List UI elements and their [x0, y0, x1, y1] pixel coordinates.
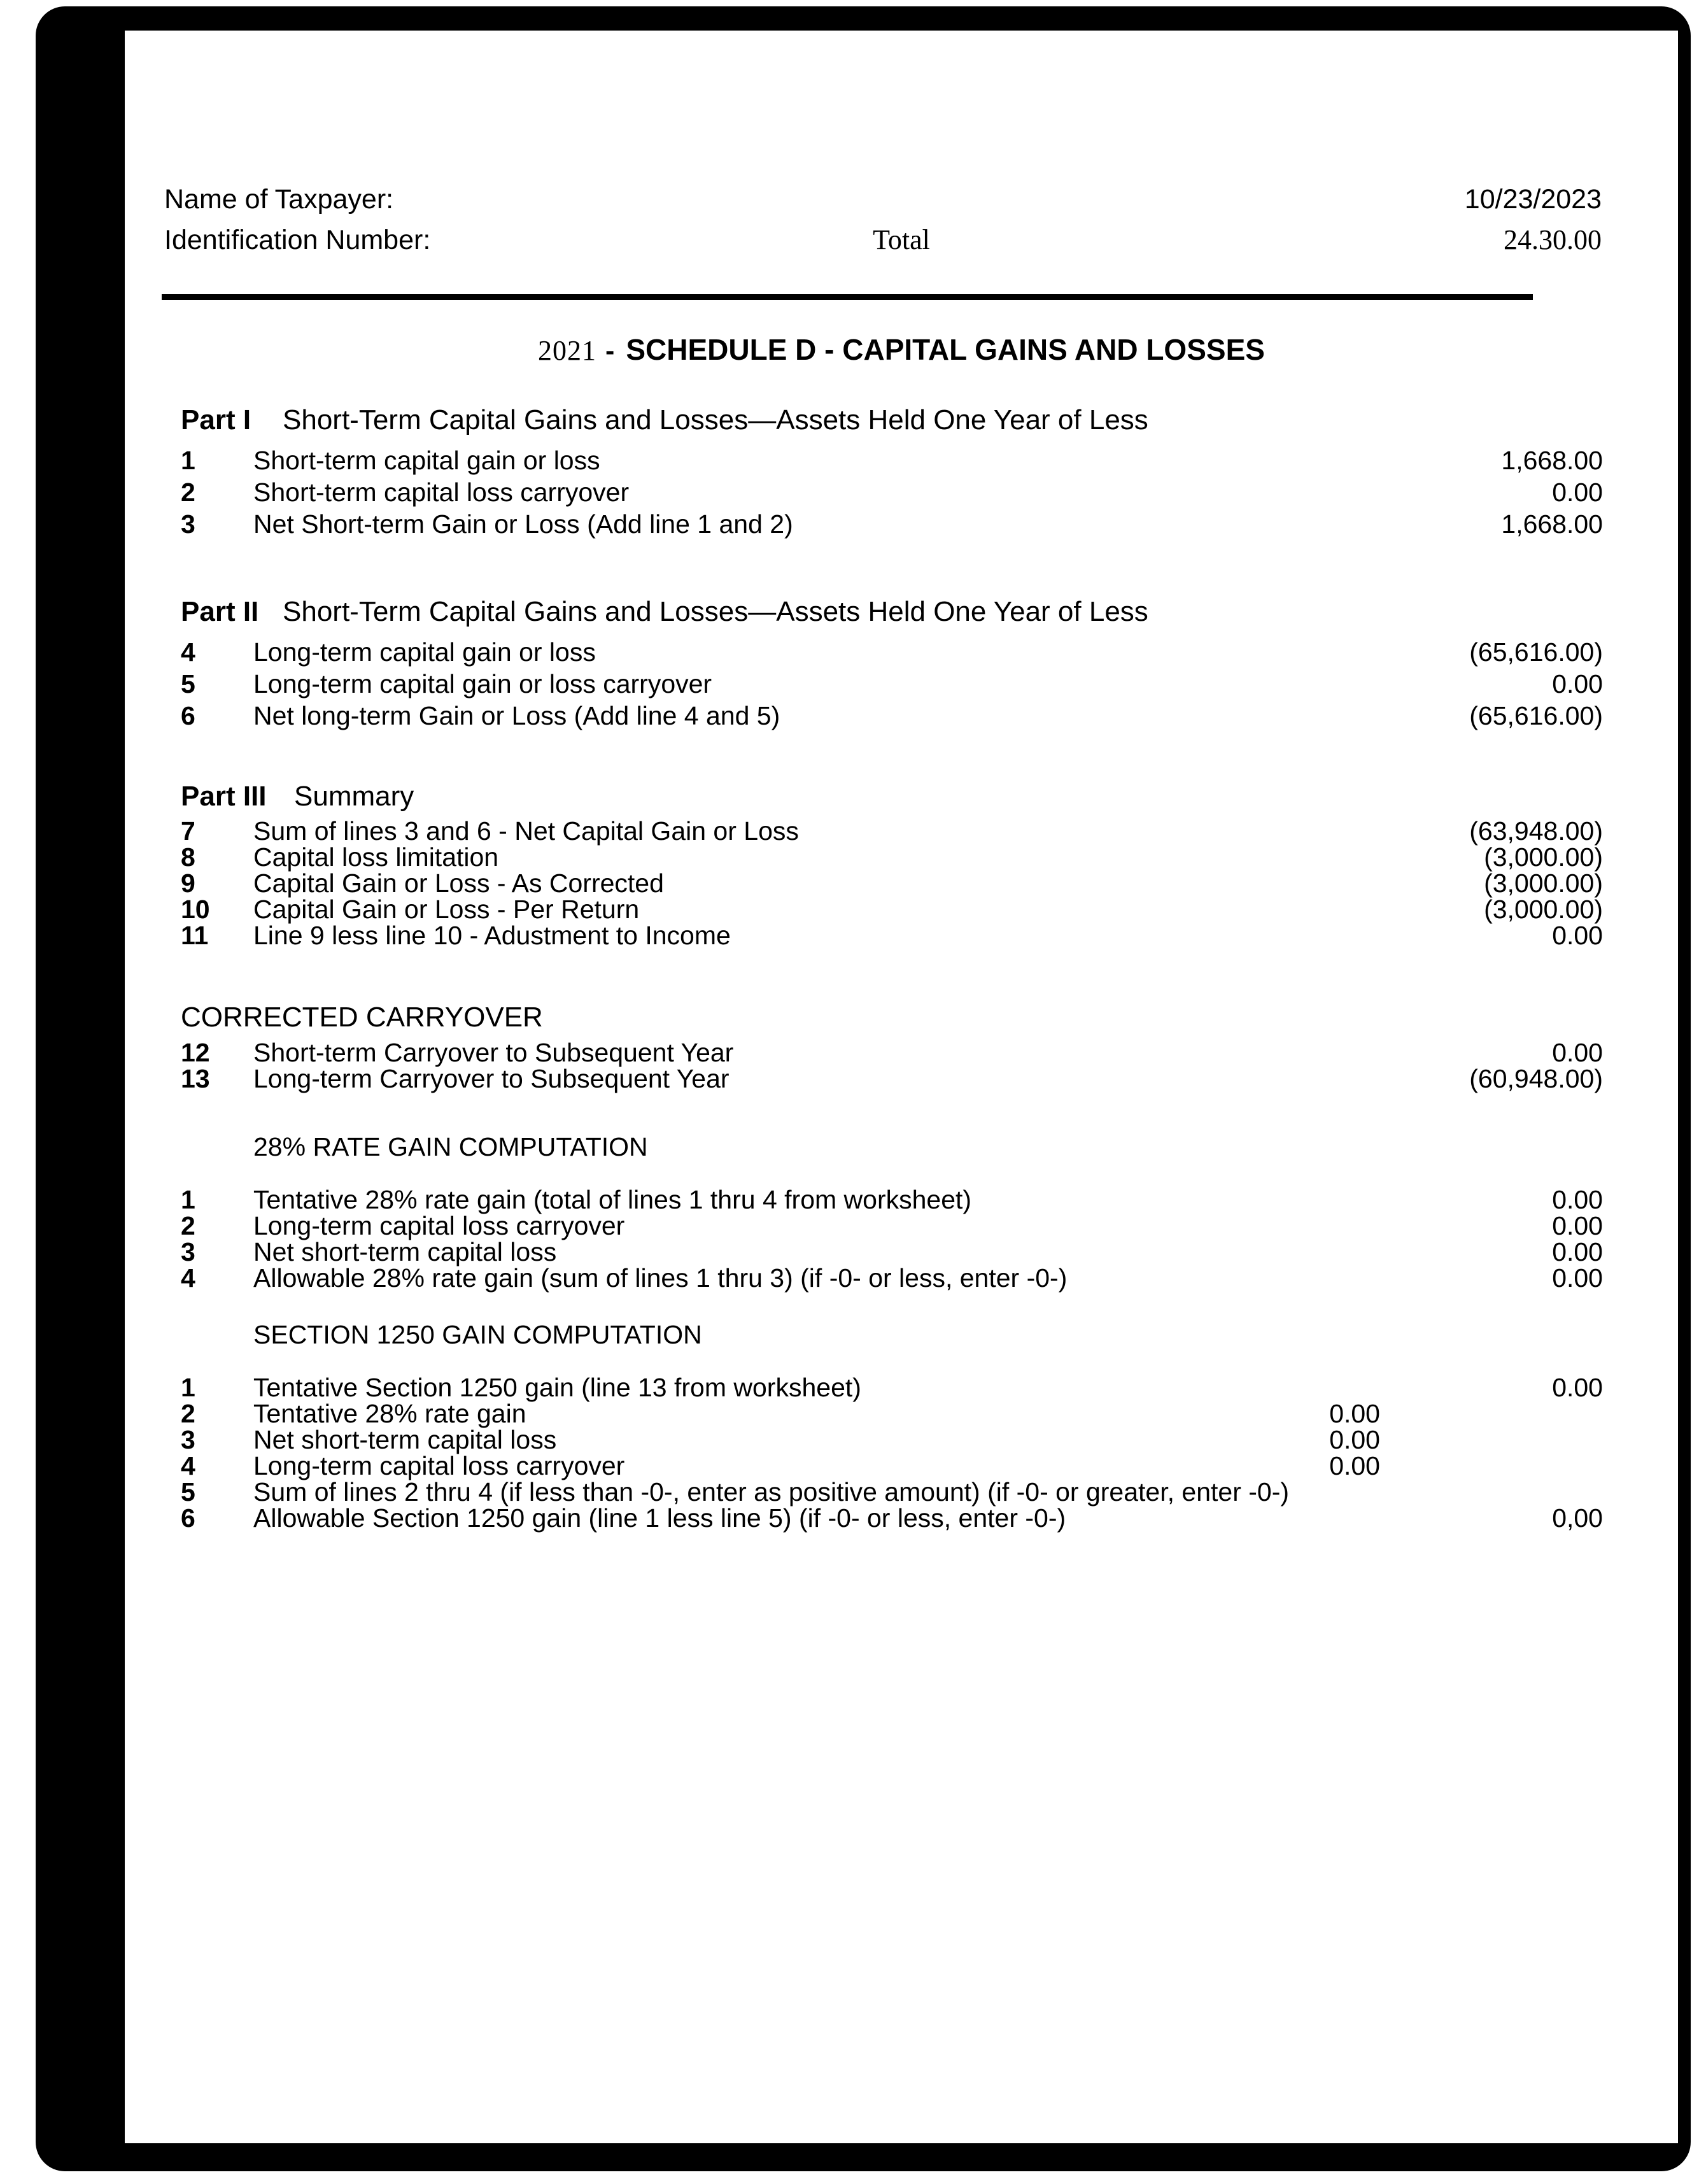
line-description: Net short-term capital loss	[253, 1237, 557, 1266]
line-amount: 0.00	[1552, 1373, 1603, 1402]
document-page	[125, 31, 1678, 2143]
line-description: Allowable Section 1250 gain (line 1 less line 5) (if -0- or less, enter -0-)	[253, 1503, 1066, 1533]
line-number: 9	[181, 869, 195, 898]
line-amount: (3,000.00)	[1484, 895, 1603, 924]
line-description: Tentative 28% rate gain	[253, 1399, 526, 1428]
title-text: SCHEDULE D - CAPITAL GAINS AND LOSSES	[626, 333, 1265, 366]
line-amount: (3,000.00)	[1484, 869, 1603, 898]
part-label-1: Part I	[181, 404, 251, 436]
line-amount: 0.00	[1552, 1211, 1603, 1240]
line-amount: 0.00	[1552, 478, 1603, 507]
line-description: Capital loss limitation	[253, 842, 499, 872]
line-amount: 1,668.00	[1501, 446, 1603, 475]
line-description: Net Short-term Gain or Loss (Add line 1 and 2)	[253, 509, 793, 539]
line-description: Long-term capital gain or loss carryover	[253, 669, 712, 698]
line-amount: 0.00	[1329, 1399, 1380, 1428]
line-number: 5	[181, 1477, 195, 1507]
line-description: Long-term capital loss carryover	[253, 1211, 625, 1240]
line-number: 1	[181, 446, 195, 475]
line-amount: (3,000.00)	[1484, 842, 1603, 872]
line-description: Long-term capital loss carryover	[253, 1451, 625, 1480]
line-amount: (60,948.00)	[1469, 1064, 1603, 1093]
taxpayer-name-label: Name of Taxpayer:	[164, 184, 394, 215]
software-version: 24.30.00	[1504, 224, 1602, 255]
page-frame	[36, 6, 1691, 2171]
part-label-2: Part II	[181, 596, 259, 627]
line-description: Capital Gain or Loss - As Corrected	[253, 869, 664, 898]
line-number: 3	[181, 1237, 195, 1266]
part-label-3: Part III	[181, 781, 267, 812]
line-number: 2	[181, 478, 195, 507]
line-number: 4	[181, 1451, 195, 1480]
line-amount: 0.00	[1552, 1237, 1603, 1266]
part-heading-2	[181, 596, 1148, 628]
line-amount: 0.00	[1552, 1185, 1603, 1214]
part-heading-1	[181, 404, 1148, 436]
line-description: Short-term capital loss carryover	[253, 478, 630, 507]
line-number: 1	[181, 1185, 195, 1214]
line-amount: 0.00	[1329, 1425, 1380, 1454]
line-description: Long-term Carryover to Subsequent Year	[253, 1064, 730, 1093]
line-description: Tentative 28% rate gain (total of lines 1 thru 4 from worksheet)	[253, 1185, 972, 1214]
line-amount: (65,616.00)	[1469, 637, 1603, 667]
line-number: 4	[181, 637, 195, 667]
line-description: Short-term capital gain or loss	[253, 446, 600, 475]
line-description: Tentative Section 1250 gain (line 13 from worksheet)	[253, 1373, 861, 1402]
line-number: 1	[181, 1373, 195, 1402]
document-body	[125, 31, 1678, 2143]
line-amount: 0.00	[1329, 1451, 1380, 1480]
line-number: 6	[181, 1503, 195, 1533]
part-title-2: Short-Term Capital Gains and Losses—Assets Held One Year of Less	[283, 596, 1148, 627]
page-title	[125, 332, 1678, 367]
header-row-identification	[125, 222, 1678, 259]
line-number: 11	[181, 921, 209, 950]
line-amount: (63,948.00)	[1469, 816, 1603, 846]
header-row-name	[125, 181, 1678, 218]
title-dash: -	[605, 336, 615, 366]
tax-year: 2021	[538, 335, 597, 366]
part-title-1: Short-Term Capital Gains and Losses—Assets Held One Year of Less	[283, 404, 1148, 436]
line-amount: 0.00	[1552, 921, 1603, 950]
line-description: Sum of lines 3 and 6 - Net Capital Gain or Loss	[253, 816, 799, 846]
part-heading-3	[181, 781, 414, 812]
line-number: 12	[181, 1038, 210, 1067]
line-description: Line 9 less line 10 - Adustment to Income	[253, 921, 731, 950]
section-1250-heading: SECTION 1250 GAIN COMPUTATION	[253, 1320, 702, 1349]
corrected-carryover-heading: CORRECTED CARRYOVER	[181, 1002, 543, 1033]
part-title-3: Summary	[294, 781, 414, 812]
line-number: 8	[181, 842, 195, 872]
line-description: Short-term Carryover to Subsequent Year	[253, 1038, 734, 1067]
line-amount: 0,00	[1552, 1503, 1603, 1533]
rate-gain-28-heading: 28% RATE GAIN COMPUTATION	[253, 1132, 648, 1161]
line-number: 10	[181, 895, 210, 924]
line-number: 13	[181, 1064, 210, 1093]
line-description: Capital Gain or Loss - Per Return	[253, 895, 640, 924]
line-amount: (65,616.00)	[1469, 701, 1603, 730]
identification-number-label: Identification Number:	[164, 225, 431, 255]
line-description: Allowable 28% rate gain (sum of lines 1 thru 3) (if -0- or less, enter -0-)	[253, 1263, 1068, 1293]
line-number: 2	[181, 1211, 195, 1240]
line-number: 7	[181, 816, 195, 846]
header-center-label: Total	[873, 224, 930, 255]
line-number: 5	[181, 669, 195, 698]
line-description: Net long-term Gain or Loss (Add line 4 and 5)	[253, 701, 780, 730]
line-number: 3	[181, 1425, 195, 1454]
line-description: Net short-term capital loss	[253, 1425, 557, 1454]
line-amount: 1,668.00	[1501, 509, 1603, 539]
line-amount: 0.00	[1552, 1038, 1603, 1067]
line-amount: 0.00	[1552, 669, 1603, 698]
line-amount: 0.00	[1552, 1263, 1603, 1293]
line-description: Long-term capital gain or loss	[253, 637, 596, 667]
header-divider	[162, 294, 1533, 300]
line-number: 4	[181, 1263, 195, 1293]
line-description: Sum of lines 2 thru 4 (if less than -0-, enter as positive amount) (if -0- or greater, enter -0-)	[253, 1477, 1290, 1507]
document-date: 10/23/2023	[1464, 184, 1602, 215]
line-number: 6	[181, 701, 195, 730]
line-number: 3	[181, 509, 195, 539]
line-number: 2	[181, 1399, 195, 1428]
